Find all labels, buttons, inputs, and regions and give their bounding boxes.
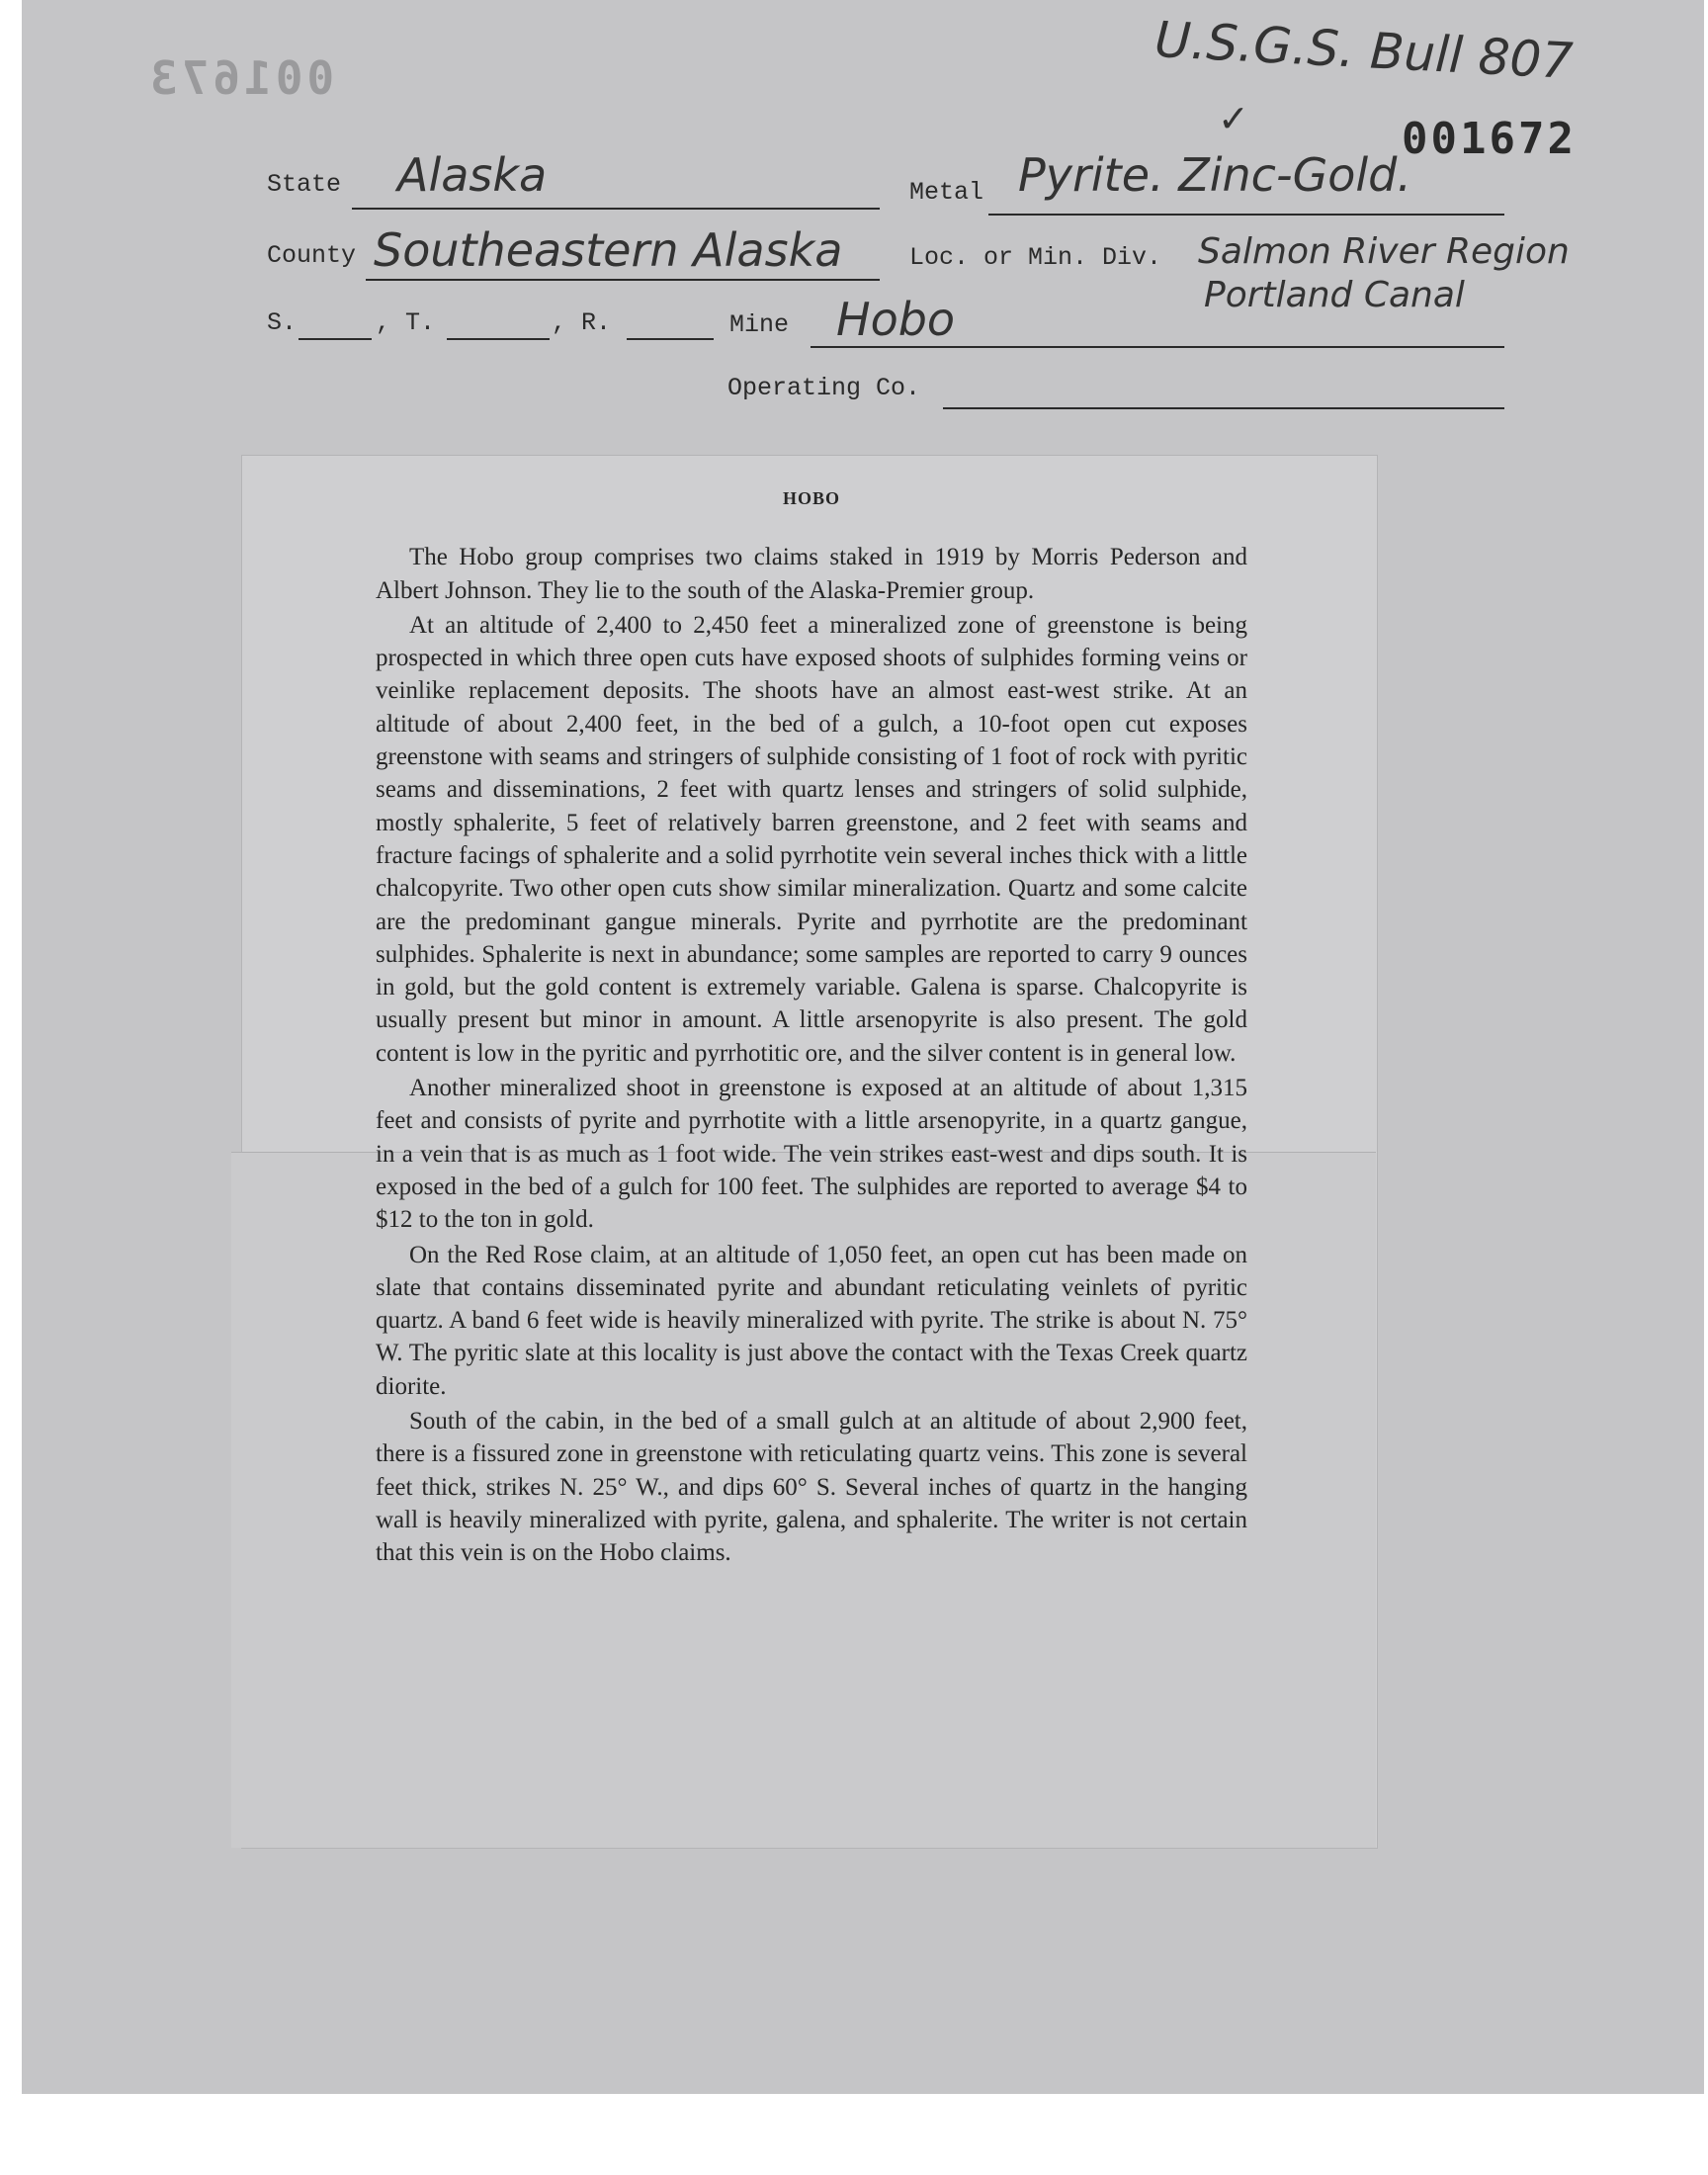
- loc-label: Loc. or Min. Div.: [909, 243, 1162, 272]
- county-value: Southeastern Alaska: [374, 223, 843, 277]
- section-label: S.: [267, 308, 298, 337]
- operating-co-label: Operating Co.: [727, 374, 921, 402]
- metal-line: [988, 214, 1504, 216]
- article-title: HOBO: [782, 488, 840, 508]
- metal-value: Pyrite. Zinc-Gold.: [1018, 148, 1411, 202]
- article-paragraph-1: The Hobo group comprises two claims staked in 1919 by Morris Pederson and Albert Johnson. They lie to the south of the Alaska-Premier group.: [376, 544, 1247, 604]
- mirrored-stamp-number: 001673: [146, 51, 335, 105]
- operating-co-line: [943, 407, 1504, 409]
- article-paragraph-5: South of the cabin, in the bed of a small gulch at an altitude of about 2,900 feet, there is a fissured zone in greenstone with reticulating quartz veins. This zone is several feet thick, strikes N. 25° W., and dips 60° S. Several inches of quartz in the hanging wall is heavily mineralized with pyrite, galena, and sphalerite. The writer is not certain that this vein is on the Hobo claims.: [376, 1408, 1247, 1567]
- range-line: [627, 338, 714, 340]
- mine-value: Hobo: [836, 293, 956, 346]
- county-label: County: [267, 241, 357, 270]
- document-number: 001672: [1402, 114, 1577, 164]
- section-line: [299, 338, 372, 340]
- article-body: [376, 475, 1247, 1572]
- mine-line: [811, 346, 1504, 348]
- article-paragraph-2: At an altitude of 2,400 to 2,450 feet a mineralized zone of greenstone is being prospected in which three open cuts have exposed shoots of sulphides forming veins or veinlike replacement deposits. The shoots have an almost east-west strike. At an altitude of about 2,400 feet, in the bed of a gulch, a 10-foot open cut exposes greenstone with seams and stringers of sulphide consisting of 1 foot of rock with pyritic seams and disseminations, 2 feet with quartz lenses and stringers of solid sulphide, mostly sphalerite, 5 feet of relatively barren greenstone, and 2 feet with seams and fracture facings of sphalerite and a solid pyrrhotite vein several inches thick with a little chalcopyrite. Two other open cuts show similar mineralization. Quartz and some calcite are the predominant gangue minerals. Pyrite and pyrrhotite are the predominant sulphides. Sphalerite is next in abundance; some samples are reported to carry 9 ounces in gold, but the gold content is extremely variable. Galena is sparse. Chalcopyrite is usually present but minor in amount. A little arsenopyrite is also present. The gold content is low in the pyritic and pyrrhotitic ore, and the silver content is in general low.: [376, 611, 1247, 1067]
- loc-value-line1: Salmon River Region: [1198, 231, 1570, 272]
- state-line: [352, 208, 880, 210]
- state-label: State: [267, 170, 342, 199]
- article-paragraph-3: Another mineralized shoot in greenstone is exposed at an altitude of about 1,315 feet and consists of pyrite and pyrrhotite with a little arsenopyrite, in a quartz gangue, in a vein that is as much as 1 foot wide. The vein strikes east-west and dips south. It is exposed in the bed of a gulch for 100 feet. The sulphides are reported to average $4 to $12 to the ton in gold.: [376, 1075, 1247, 1234]
- loc-value-line2: Portland Canal: [1204, 275, 1465, 315]
- county-line: [366, 279, 880, 281]
- handwritten-reference: U.S.G.S. Bull 807: [1153, 10, 1575, 91]
- township-label: , T.: [376, 308, 436, 337]
- state-value: Alaska: [397, 148, 548, 202]
- check-mark: ✓: [1218, 97, 1249, 140]
- article-paragraph-4: On the Red Rose claim, at an altitude of 1,050 feet, an open cut has been made on slate that contains disseminated pyrite and abundant reticulating veinlets of pyritic quartz. A band 6 feet wide is heavily mineralized with pyrite. The strike is about N. 75° W. The pyritic slate at this locality is just above the contact with the Texas Creek quartz diorite.: [376, 1241, 1247, 1400]
- range-label: , R.: [552, 308, 612, 337]
- metal-label: Metal: [909, 178, 984, 207]
- township-line: [447, 338, 550, 340]
- mine-label: Mine: [729, 310, 790, 339]
